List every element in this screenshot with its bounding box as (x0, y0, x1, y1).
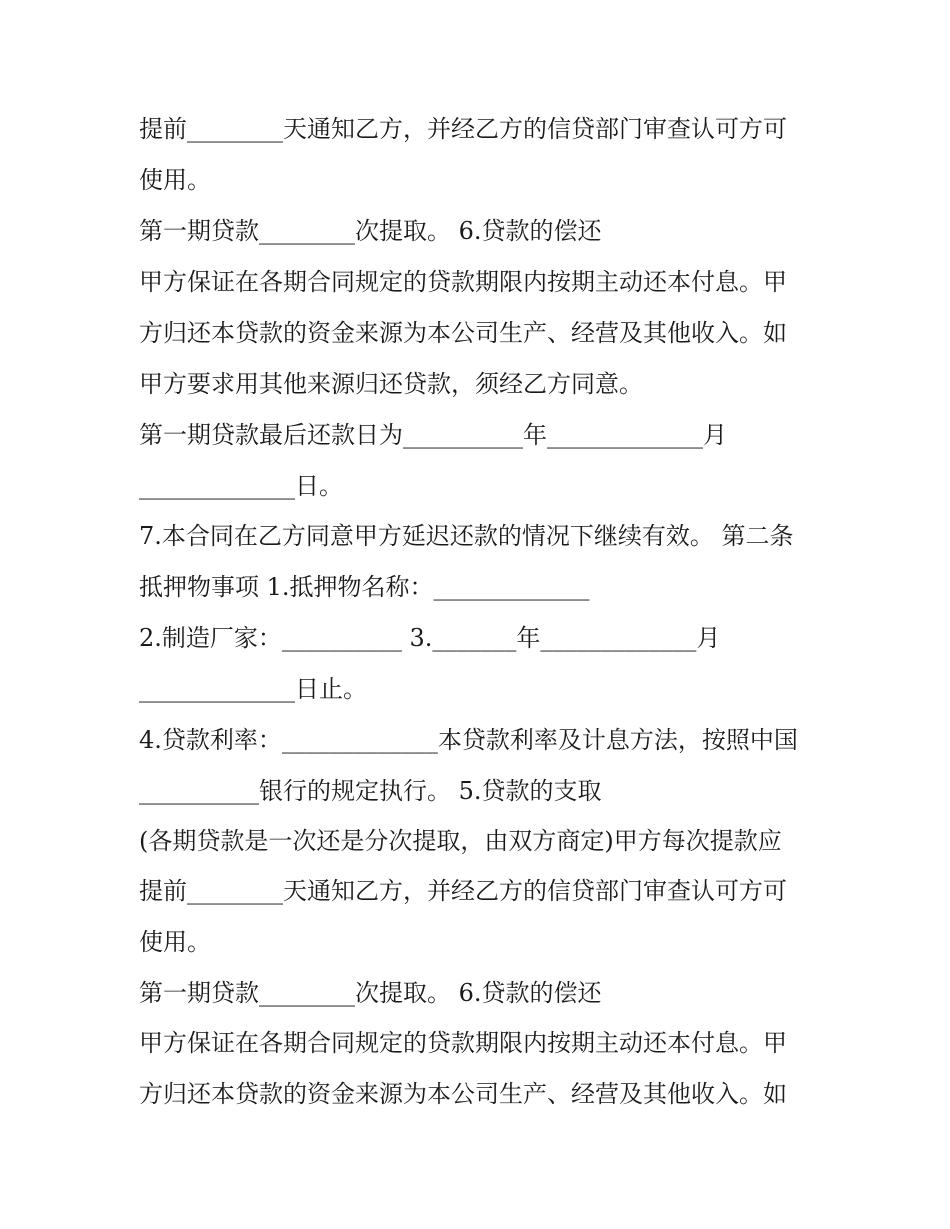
text-line: _____________日止。 (139, 675, 367, 703)
text-line: 方归还本贷款的资金来源为本公司生产、经营及其他收入。如 (139, 1080, 787, 1108)
text-line: 第一期贷款________次提取。 6.贷款的偿还 (139, 217, 602, 245)
text-line: 使用。 (139, 166, 211, 194)
text-line: 抵押物事项 1.抵押物名称：_____________ (139, 573, 590, 601)
text-line: (各期贷款是一次还是分次提取，由双方商定)甲方每次提款应 (139, 827, 782, 855)
text-line: 提前________天通知乙方，并经乙方的信贷部门审查认可方可 (139, 115, 787, 143)
text-line: _____________日。 (139, 472, 343, 500)
text-line: 甲方保证在各期合同规定的贷款期限内按期主动还本付息。甲 (139, 268, 787, 296)
text-line: 使用。 (139, 928, 211, 956)
text-line: 第一期贷款最后还款日为__________年_____________月 (139, 421, 727, 449)
text-line: 方归还本贷款的资金来源为本公司生产、经营及其他收入。如 (139, 319, 787, 347)
text-line: 提前________天通知乙方，并经乙方的信贷部门审查认可方可 (139, 877, 787, 905)
text-line: __________银行的规定执行。 5.贷款的支取 (139, 777, 602, 805)
text-line: 4.贷款利率：_____________本贷款利率及计息方法，按照中国 (139, 726, 798, 754)
text-line: 7.本合同在乙方同意甲方延迟还款的情况下继续有效。 第二条 (139, 522, 794, 550)
text-line: 甲方要求用其他来源归还贷款，须经乙方同意。 (139, 370, 643, 398)
text-line: 第一期贷款________次提取。 6.贷款的偿还 (139, 979, 602, 1007)
text-line: 2.制造厂家：__________ 3._______年_____________月 (139, 624, 721, 652)
text-line: 甲方保证在各期合同规定的贷款期限内按期主动还本付息。甲 (139, 1029, 787, 1057)
